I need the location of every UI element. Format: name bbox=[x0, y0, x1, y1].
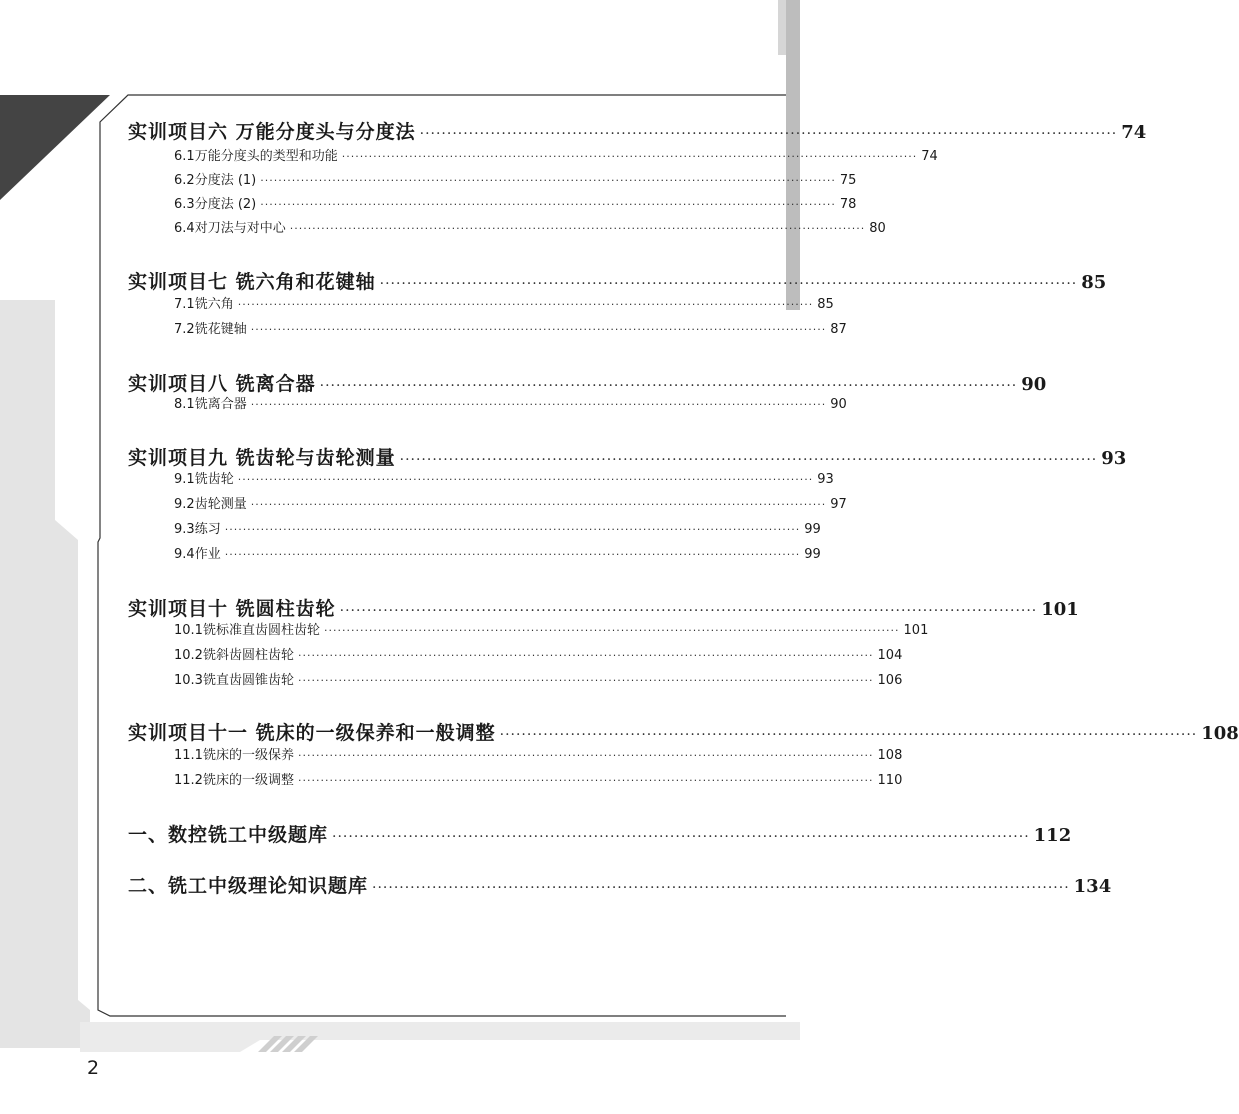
toc-section-10-3[interactable] bbox=[174, 669, 903, 688]
section-number: 9.3 bbox=[174, 522, 195, 537]
section-number: 10.3 bbox=[174, 673, 203, 688]
dot-leader: ································································································································ bbox=[250, 398, 827, 411]
section-page: 78 bbox=[839, 197, 857, 212]
section-page: 75 bbox=[839, 173, 857, 188]
section-number: 11.1 bbox=[174, 748, 203, 763]
chapter-page: 108 bbox=[1201, 723, 1239, 744]
section-page: 90 bbox=[830, 397, 847, 412]
section-number: 6.2 bbox=[174, 173, 195, 188]
toc-section-6-2[interactable] bbox=[174, 169, 857, 188]
section-title: 对刀法与对中心 bbox=[194, 221, 286, 236]
section-number: 11.2 bbox=[174, 773, 203, 788]
chapter-title: 实训项目九 铣齿轮与齿轮测量 bbox=[128, 447, 396, 469]
section-number: 10.2 bbox=[174, 648, 203, 663]
dot-leader: ································································································································ bbox=[339, 603, 1038, 619]
chapter-page: 90 bbox=[1021, 374, 1047, 395]
section-title: 铣齿轮 bbox=[194, 472, 234, 487]
section-title: 分度法 (1) bbox=[194, 173, 257, 188]
toc-section-6-3[interactable] bbox=[174, 193, 857, 212]
toc-question-bank-2[interactable] bbox=[128, 871, 1112, 898]
toc-chapter-10[interactable] bbox=[128, 594, 1079, 621]
section-number: 6.3 bbox=[174, 197, 195, 212]
toc-section-9-4[interactable] bbox=[174, 543, 821, 562]
dot-leader: ································································································································ bbox=[297, 674, 874, 687]
section-title: 万能分度头的类型和功能 bbox=[194, 149, 338, 164]
toc-question-bank-1[interactable] bbox=[128, 820, 1072, 847]
section-title: 练习 bbox=[194, 522, 221, 537]
toc-section-11-2[interactable] bbox=[174, 769, 903, 788]
section-page: 87 bbox=[830, 322, 847, 337]
section-page: 80 bbox=[869, 221, 886, 236]
section-number: 9.4 bbox=[174, 547, 195, 562]
section-page: 85 bbox=[817, 297, 834, 312]
dot-leader: ································································································································ bbox=[399, 452, 1098, 468]
section-page: 110 bbox=[877, 773, 903, 788]
chapter-page: 112 bbox=[1033, 825, 1072, 846]
dot-leader: ································································································································ bbox=[250, 323, 827, 336]
section-number: 6.1 bbox=[174, 149, 195, 164]
section-page: 99 bbox=[804, 547, 821, 562]
dot-leader: ································································································································ bbox=[372, 880, 1070, 896]
dot-leader: ································································································································ bbox=[260, 198, 836, 211]
section-page: 97 bbox=[830, 497, 847, 512]
section-page: 101 bbox=[903, 623, 929, 638]
dot-leader: ································································································································ bbox=[237, 473, 814, 486]
section-number: 7.1 bbox=[174, 297, 195, 312]
dot-leader: ································································································································ bbox=[319, 378, 1018, 394]
chapter-title: 一、数控铣工中级题库 bbox=[128, 824, 329, 846]
section-title: 铣直齿圆锥齿轮 bbox=[202, 673, 294, 688]
section-title: 铣六角 bbox=[194, 297, 234, 312]
dot-leader: ································································································································ bbox=[224, 523, 801, 536]
section-number: 7.2 bbox=[174, 322, 195, 337]
toc-chapter-6[interactable] bbox=[128, 117, 1147, 144]
section-title: 铣离合器 bbox=[194, 397, 247, 412]
dot-leader: ································································································································ bbox=[499, 727, 1198, 743]
chapter-page: 134 bbox=[1073, 876, 1112, 897]
toc-chapter-9[interactable] bbox=[128, 443, 1127, 470]
chapter-title: 二、铣工中级理论知识题库 bbox=[128, 875, 369, 897]
section-number: 9.1 bbox=[174, 472, 195, 487]
toc-chapter-11[interactable] bbox=[128, 718, 1239, 745]
section-page: 104 bbox=[877, 648, 903, 663]
chapter-title: 实训项目十 铣圆柱齿轮 bbox=[128, 598, 336, 620]
dot-leader: ································································································································ bbox=[323, 624, 900, 637]
section-page: 106 bbox=[877, 673, 903, 688]
toc-section-7-1[interactable] bbox=[174, 293, 834, 312]
chapter-page: 101 bbox=[1041, 599, 1079, 620]
toc-section-10-1[interactable] bbox=[174, 619, 929, 638]
toc-section-7-2[interactable] bbox=[174, 318, 847, 337]
toc-section-9-2[interactable] bbox=[174, 493, 847, 512]
dot-leader: ································································································································ bbox=[379, 276, 1078, 292]
dot-leader: ································································································································ bbox=[341, 150, 918, 163]
toc-chapter-7[interactable] bbox=[128, 267, 1107, 294]
chapter-page: 74 bbox=[1121, 122, 1147, 143]
section-page: 93 bbox=[817, 472, 834, 487]
dot-leader: ································································································································ bbox=[297, 649, 874, 662]
section-title: 分度法 (2) bbox=[194, 197, 257, 212]
dot-leader: ································································································································ bbox=[332, 829, 1030, 845]
toc-section-8-1[interactable] bbox=[174, 393, 847, 412]
dot-leader: ································································································································ bbox=[289, 222, 866, 235]
section-page: 74 bbox=[921, 149, 938, 164]
toc-section-10-2[interactable] bbox=[174, 644, 903, 663]
chapter-title: 实训项目十一 铣床的一级保养和一般调整 bbox=[128, 722, 496, 744]
toc-section-6-1[interactable] bbox=[174, 145, 938, 164]
section-title: 齿轮测量 bbox=[194, 497, 247, 512]
section-title: 铣床的一级调整 bbox=[202, 773, 294, 788]
dot-leader: ································································································································ bbox=[419, 126, 1118, 142]
chapter-page: 85 bbox=[1081, 272, 1107, 293]
chapter-page: 93 bbox=[1101, 448, 1127, 469]
page-number: 2 bbox=[87, 1057, 100, 1079]
section-page: 108 bbox=[877, 748, 903, 763]
toc-section-9-3[interactable] bbox=[174, 518, 821, 537]
section-number: 8.1 bbox=[174, 397, 195, 412]
dot-leader: ································································································································ bbox=[250, 498, 827, 511]
section-title: 铣斜齿圆柱齿轮 bbox=[202, 648, 294, 663]
dot-leader: ································································································································ bbox=[224, 548, 801, 561]
toc-section-11-1[interactable] bbox=[174, 744, 903, 763]
section-number: 10.1 bbox=[174, 623, 203, 638]
dot-leader: ································································································································ bbox=[297, 749, 874, 762]
section-number: 9.2 bbox=[174, 497, 195, 512]
dot-leader: ································································································································ bbox=[260, 174, 836, 187]
dot-leader: ································································································································ bbox=[297, 774, 874, 787]
dot-leader: ································································································································ bbox=[237, 298, 814, 311]
toc-section-6-4[interactable] bbox=[174, 217, 886, 236]
section-title: 铣花键轴 bbox=[194, 322, 247, 337]
chapter-title: 实训项目八 铣离合器 bbox=[128, 373, 316, 395]
section-title: 铣床的一级保养 bbox=[202, 748, 294, 763]
toc-chapter-8[interactable] bbox=[128, 369, 1047, 396]
section-title: 铣标准直齿圆柱齿轮 bbox=[202, 623, 320, 638]
chapter-title: 实训项目六 万能分度头与分度法 bbox=[128, 121, 416, 143]
section-title: 作业 bbox=[194, 547, 221, 562]
chapter-title: 实训项目七 铣六角和花键轴 bbox=[128, 271, 376, 293]
section-number: 6.4 bbox=[174, 221, 195, 236]
toc-section-9-1[interactable] bbox=[174, 468, 834, 487]
section-page: 99 bbox=[804, 522, 821, 537]
